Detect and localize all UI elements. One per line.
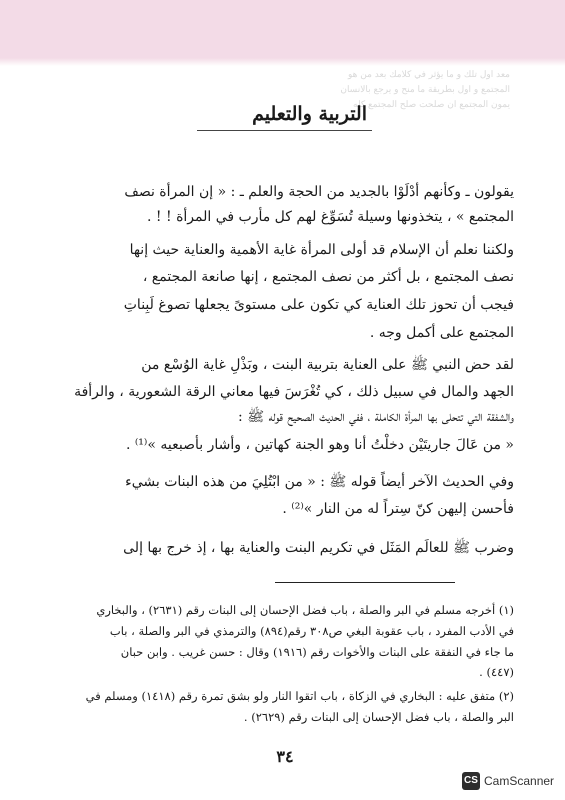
body-line: فيجب أن تحوز تلك العناية كي تكون على مستوىً يجعلها تصوغ لَبِناتِ: [123, 297, 514, 313]
body-line: والشفقة التي تتحلى بها المرأة الكاملة ، ففي الحديث الصحيح قوله ﷺ :: [238, 409, 514, 425]
title-underline: [197, 130, 372, 131]
body-line: لقد حض النبي ﷺ على العناية بتربية البنت ، وبَذْلِ غاية الوُسْع من: [141, 357, 514, 373]
body-line: « من عَالَ جاريتَيْن دخلْتُ أنا وهو الجنة كهاتين ، وأشار بأصبعيه »⁽¹⁾ .: [125, 437, 514, 453]
footnote-line: ما جاء في النفقة على البنات والأخوات رقم (١٩١٦) وقال : حسن غريب . وابن حبان: [120, 645, 514, 659]
body-line: ولكننا نعلم أن الإسلام قد أولى المرأة غاية الأهمية والعناية حيث إنها: [129, 242, 514, 258]
footnote-line: (٢) متفق عليه : البخاري في الزكاة ، باب اتقوا النار ولو بشق تمرة رقم (١٤١٨) ومسلم في: [85, 689, 514, 703]
book-page: [50, 0, 520, 800]
footnote-line: البر والصلة ، باب فضل الإحسان إلى البنات رقم (٢٦٢٩) .: [243, 710, 514, 724]
page-number: ٣٤: [276, 747, 294, 766]
camscanner-logo-icon: CS: [462, 772, 480, 790]
footnote-line: (١) أخرجه مسلم في البر والصلة ، باب فضل الإحسان إلى البنات رقم (٢٦٣١) ، والبخاري: [96, 603, 514, 617]
bleed-through-line: المجتمع و اول بطريقة ما منح و يرجع بالانسان: [340, 85, 510, 95]
chapter-title: التربية والتعليم: [252, 103, 367, 125]
camscanner-watermark: [462, 770, 562, 794]
body-line: يقولون ـ وكأنهم أدْلَوْا بالجديد من الحجة والعلم ـ : « إن المرأة نصف: [124, 184, 514, 200]
body-line: نصف المجتمع ، بل أكثر من نصف المجتمع ، إنها صانعة المجتمع ،: [142, 269, 514, 285]
body-line: المجتمع » ، يتخذونها وسيلة تُسَوِّغ لهم كل مأرب في المرأة ! ! .: [147, 209, 514, 225]
footnote-line: (٤٤٧) .: [479, 665, 514, 679]
body-line: فأحسن إليهن كنّ سِتراً له من النار »⁽²⁾ .: [282, 501, 514, 517]
footnote-line: في الأدب المفرد ، باب عقوبة البغي ص٣٠٨ رقم(٨٩٤) والترمذي في البر والصلة ، باب: [109, 624, 514, 638]
body-line: المجتمع على أكمل وجه .: [369, 325, 514, 341]
camscanner-label: CamScanner: [484, 774, 555, 788]
body-line: الجهد والمال في سبيل ذلك ، كي تُغْرَسَ فيها معاني الرقة الشعورية ، والرأفة: [74, 384, 514, 400]
body-line: وضرب ﷺ للعالَم المَثَل في تكريم البنت والعناية بها ، إذ خرج بها إلى: [123, 540, 514, 556]
bleed-through-line: يمون المجتمع ان صلحت صلح المجتمع كله: [353, 100, 510, 110]
bleed-through-line: معد اول تلك و ما يؤثر في كلامك بعد من هو: [348, 70, 510, 80]
footnote-separator: [275, 582, 455, 583]
body-line: وفي الحديث الآخر أيضاً قوله ﷺ : « من ابْتُلِيَ من هذه البنات بشيء: [125, 474, 514, 490]
